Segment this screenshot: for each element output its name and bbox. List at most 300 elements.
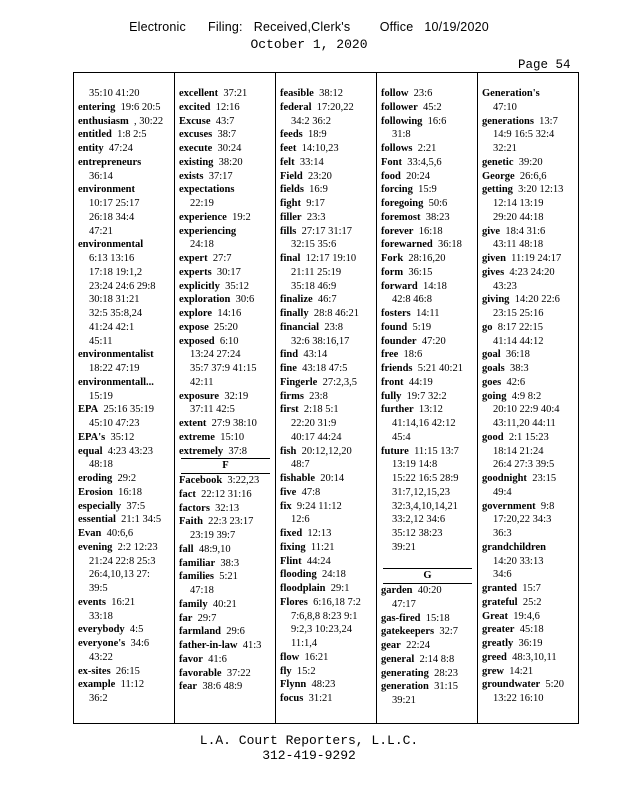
index-refs: 35:12 [110, 431, 135, 443]
index-refs: 38:12 [319, 88, 343, 99]
index-entry [78, 665, 171, 679]
index-refs-continued: 15:19 [89, 390, 113, 402]
index-refs-continued: 35:10 41:20 [89, 88, 140, 99]
index-refs: 2:18 5:1 [303, 404, 339, 416]
index-word: founder [381, 335, 417, 347]
index-entry [280, 678, 373, 692]
index-entry [482, 293, 576, 307]
index-word: friends [381, 363, 413, 374]
index-refs-continued: 48:7 [291, 459, 310, 471]
index-refs-continued: 40:17 44:24 [291, 431, 342, 443]
index-entry [280, 665, 373, 679]
index-refs: 22:12 31:16 [201, 488, 252, 500]
index-word: ex-sites [78, 665, 111, 677]
index-refs-continued: 47:18 [190, 585, 214, 596]
index-entry [280, 87, 373, 101]
index-refs: 46:7 [317, 294, 337, 306]
index-refs: 14:10,23 [301, 143, 339, 154]
section-letter: G [383, 568, 472, 584]
index-word: goals [482, 363, 505, 374]
index-refs-continued: 42:8 46:8 [392, 294, 432, 306]
index-word: finally [280, 308, 309, 319]
index-refs-continued: 15:22 16:5 28:9 [392, 473, 459, 484]
index-word: general [381, 653, 415, 665]
index-entry [78, 348, 171, 362]
index-refs-continued: 13:22 16:10 [493, 693, 544, 704]
index-word: follows [381, 143, 413, 154]
index-entry [482, 266, 576, 280]
index-entry [482, 170, 576, 184]
index-word: exists [179, 170, 204, 182]
index-refs: 11:12 [120, 679, 145, 691]
index-entry [381, 170, 474, 184]
index-refs-continued: 39:5 [89, 583, 108, 594]
index-refs-continued: 32:21 [493, 143, 517, 154]
index-entry [280, 403, 373, 417]
index-refs: 38:20 [218, 156, 243, 168]
index-entry [280, 293, 373, 307]
index-word: grateful [482, 596, 518, 608]
index-refs-continued: 11:1,4 [291, 638, 318, 649]
index-refs: 4:23 43:23 [107, 445, 153, 457]
index-word: expectations [179, 184, 235, 196]
index-entry [381, 403, 474, 417]
filing-header: Electronic Filing: Received,Clerk's Office 10/19/2020 [129, 20, 489, 34]
index-word: fixing [280, 541, 306, 553]
index-word: forcing [381, 184, 413, 196]
index-word: grandchildren [482, 541, 546, 553]
index-entry [280, 142, 373, 156]
index-refs: 16:6 [427, 115, 447, 127]
index-entry [280, 252, 373, 266]
index-refs-continued: 43:11 48:18 [493, 239, 544, 251]
index-refs: 18:9 [308, 129, 327, 141]
index-refs: 41:3 [242, 640, 262, 651]
index-entry [179, 211, 272, 225]
index-word: EPA's [78, 431, 106, 443]
index-refs: 47:24 [108, 143, 133, 154]
index-refs: 20:24 [406, 170, 431, 182]
index-word: giving [482, 294, 510, 306]
index-word: excited [179, 101, 211, 113]
column-divider [376, 73, 377, 723]
index-word: gives [482, 266, 505, 278]
index-entry [179, 170, 272, 184]
index-word: gas-fired [381, 612, 421, 624]
index-refs: 2:2 12:23 [117, 541, 158, 553]
index-word: environmentall... [78, 376, 154, 388]
index-word: fosters [381, 308, 411, 319]
index-refs: 16:18 [118, 486, 142, 498]
index-entry [482, 541, 576, 555]
index-entry [381, 307, 474, 321]
index-refs-continued: 42:11 [190, 376, 214, 388]
index-refs: 34:6 [130, 638, 150, 649]
index-refs: 3:20 12:13 [518, 184, 564, 196]
index-word: foregoing [381, 198, 424, 209]
index-refs: 14:11 [416, 308, 440, 319]
index-entry [381, 625, 474, 639]
index-entry [482, 348, 576, 362]
index-entry [381, 87, 474, 101]
index-refs: 29:1 [330, 583, 350, 594]
index-entry [179, 321, 272, 335]
index-refs-continued: 49:4 [493, 486, 512, 498]
index-entry [280, 128, 373, 142]
index-entry [280, 376, 373, 390]
index-entry [179, 502, 272, 516]
index-refs-continued: 23:19 39:7 [190, 530, 236, 541]
index-word: father-in-law [179, 640, 238, 651]
index-word: entitled [78, 129, 112, 141]
index-entry [179, 390, 272, 404]
index-entry [179, 680, 272, 694]
index-refs-continued: 21:11 25:19 [291, 266, 342, 278]
index-entry [280, 156, 373, 170]
index-entry [381, 390, 474, 404]
index-entry [179, 87, 272, 101]
index-entry [78, 527, 171, 541]
index-entry [78, 472, 171, 486]
index-word: front [381, 376, 404, 388]
index-refs-continued: 13:19 14:8 [392, 459, 438, 471]
index-word: Great [482, 610, 509, 622]
index-refs-continued: 34:6 [493, 569, 512, 581]
index-refs: 23:6 [413, 88, 433, 99]
index-entry [179, 101, 272, 115]
index-word: extreme [179, 431, 215, 443]
index-refs: 28:16,20 [408, 253, 446, 264]
index-word: further [381, 404, 414, 416]
index-entry [280, 321, 373, 335]
index-word: eroding [78, 473, 113, 484]
index-word: fishable [280, 473, 316, 484]
index-entry [78, 376, 171, 390]
index-refs: 26:6,6 [519, 170, 547, 182]
index-refs-continued: 41:14 44:12 [493, 335, 544, 347]
index-word: fix [280, 500, 292, 512]
index-refs: 27:17 31:17 [301, 225, 353, 237]
index-refs: 22:24 [406, 640, 430, 651]
index-refs: 47:8 [301, 486, 321, 498]
index-refs-continued: 35:18 46:9 [291, 280, 337, 292]
index-entry [78, 115, 171, 129]
index-refs: 16:21 [304, 651, 329, 663]
index-entry [179, 417, 272, 431]
index-column [78, 87, 171, 723]
index-refs: 12:17 19:10 [305, 253, 357, 264]
index-entry [482, 431, 576, 445]
index-refs: 23:8 [309, 390, 328, 402]
index-refs: 16:18 [418, 225, 443, 237]
index-refs-continued: 32:5 35:8,24 [89, 308, 143, 319]
index-entry [179, 335, 272, 349]
index-refs: 36:19 [518, 638, 543, 649]
index-word: exploration [179, 294, 231, 306]
index-entry [78, 183, 171, 197]
index-refs: 35:12 [225, 280, 249, 292]
index-word: Fork [381, 253, 404, 264]
index-entry [78, 403, 171, 417]
index-entry [482, 637, 576, 651]
index-refs: 30:6 [235, 294, 255, 306]
index-word: federal [280, 101, 312, 113]
index-word: experiencing [179, 225, 237, 237]
index-entry [179, 225, 272, 239]
index-word: feasible [280, 88, 314, 99]
index-entry [381, 667, 474, 681]
index-word: family [179, 598, 208, 610]
index-entry [280, 486, 373, 500]
index-refs: 42:6 [506, 376, 526, 388]
index-entry [179, 515, 272, 529]
index-entry [381, 584, 474, 598]
index-entry [179, 639, 272, 653]
index-word: genetic [482, 156, 514, 168]
index-entry [179, 280, 272, 294]
index-refs: 12:16 [215, 101, 240, 113]
index-word: government [482, 500, 536, 512]
index-refs: 32:13 [215, 502, 240, 514]
index-refs-continued: 45:10 47:23 [89, 418, 140, 429]
index-word: entity [78, 143, 104, 154]
index-entry [381, 115, 474, 129]
index-refs-continued: 32:3,4,10,14,21 [392, 500, 458, 512]
index-refs-continued: 30:18 31:21 [89, 294, 140, 306]
index-word: given [482, 253, 506, 264]
index-refs: 11:19 24:17 [511, 253, 562, 264]
index-entry [179, 115, 272, 129]
index-word: forward [381, 280, 418, 292]
index-word: experience [179, 211, 227, 223]
index-word: fine [280, 363, 297, 374]
index-entry [280, 211, 373, 225]
index-refs: 37:8 [228, 445, 248, 457]
index-word: follow [381, 88, 409, 99]
index-refs-continued: 31:7,12,15,23 [392, 486, 451, 498]
index-refs: 38:7 [217, 129, 237, 141]
index-word: environmental [78, 239, 144, 251]
index-refs: 32:7 [439, 626, 458, 638]
index-word: grew [482, 665, 504, 677]
reporter-name: L.A. Court Reporters, L.L.C. [199, 733, 419, 748]
index-refs-continued: 36:2 [89, 693, 108, 704]
index-refs: 11:15 13:7 [414, 445, 459, 457]
index-entry [482, 87, 576, 101]
index-word: favor [179, 653, 203, 665]
index-refs: 50:6 [428, 198, 448, 209]
index-entry [280, 472, 373, 486]
index-entry [280, 348, 373, 362]
index-entry [482, 651, 576, 665]
index-entry [280, 197, 373, 211]
index-word: execute [179, 143, 213, 154]
index-refs-continued: 14:9 16:5 32:4 [493, 129, 555, 141]
index-entry [381, 639, 474, 653]
index-word: foremost [381, 211, 421, 223]
index-word: Flynn [280, 679, 307, 691]
index-refs-continued: 14:20 33:13 [493, 555, 544, 567]
index-refs: 25:2 [522, 596, 542, 608]
index-refs-continued: 32:6 38:16,17 [291, 335, 350, 347]
index-refs: 38:23 [425, 211, 450, 223]
index-entry [179, 570, 272, 584]
filing-date: October 1, 2020 [250, 37, 368, 52]
index-entry [179, 667, 272, 681]
index-table [73, 72, 579, 724]
index-word: fixed [280, 528, 303, 539]
index-word: follower [381, 101, 418, 113]
index-word: feet [280, 143, 297, 154]
index-entry [280, 541, 373, 555]
index-word: groundwater [482, 679, 541, 691]
index-refs-continued: 33:2,12 34:6 [392, 514, 446, 526]
index-refs-continued: 47:17 [392, 598, 416, 610]
index-refs-continued: 32:15 35:6 [291, 239, 337, 251]
index-word: fear [179, 681, 198, 693]
index-word: favorable [179, 667, 222, 679]
index-word: fills [280, 225, 297, 237]
index-refs: 40:6,6 [106, 528, 134, 539]
index-word: farmland [179, 626, 221, 638]
index-word: Font [381, 156, 402, 168]
index-entry [482, 665, 576, 679]
index-refs: 15:9 [418, 184, 437, 196]
index-entry [381, 197, 474, 211]
index-word: extremely [179, 445, 224, 457]
index-entry [280, 225, 373, 239]
index-word: Faith [179, 516, 203, 528]
index-entry [381, 280, 474, 294]
index-refs: 8:17 22:15 [497, 321, 543, 333]
index-refs: 12:13 [307, 528, 332, 539]
index-word: fly [280, 665, 292, 677]
index-refs: 14:16 [217, 308, 242, 319]
index-word: form [381, 266, 404, 278]
index-refs: 2:21 [417, 143, 437, 154]
index-refs: 4:5 [129, 624, 144, 636]
index-word: entrepreneurs [78, 156, 142, 168]
index-refs: 19:4,6 [513, 610, 540, 622]
index-refs: 5:21 [219, 571, 238, 583]
index-refs: 9:17 [306, 198, 325, 209]
index-word: events [78, 596, 106, 608]
index-word: expert [179, 253, 208, 264]
index-refs-continued: 43:22 [89, 651, 113, 663]
index-word: example [78, 679, 116, 691]
index-entry [280, 692, 373, 706]
index-word: environmentalist [78, 349, 154, 361]
index-entry [381, 183, 474, 197]
index-refs: 16:9 [309, 184, 328, 196]
index-refs-continued: 9:2,3 10:23,24 [291, 624, 352, 636]
index-refs-continued: 43:23 [493, 280, 517, 292]
index-entry [482, 472, 576, 486]
index-refs-continued: 33:18 [89, 610, 113, 622]
index-word: find [280, 349, 299, 361]
index-refs-continued: 47:21 [89, 225, 113, 237]
index-word: fields [280, 184, 304, 196]
index-word: explicitly [179, 280, 220, 292]
index-word: far [179, 612, 193, 624]
index-refs: 30:24 [217, 143, 242, 154]
index-word: EPA [78, 404, 99, 416]
index-refs: 24:18 [322, 569, 346, 581]
index-entry [381, 680, 474, 694]
index-refs: 48:23 [311, 679, 336, 691]
index-word: excellent [179, 88, 219, 99]
index-refs: 15:2 [296, 665, 316, 677]
index-refs: 44:19 [408, 376, 433, 388]
index-word: granted [482, 583, 517, 594]
index-refs-continued: 39:21 [392, 541, 416, 553]
index-refs: 37:17 [208, 170, 233, 182]
index-refs: 2:1 15:23 [508, 431, 549, 443]
index-word: garden [381, 585, 413, 596]
index-word: Evan [78, 528, 102, 539]
index-refs-continued: 45:4 [392, 431, 411, 443]
index-entry [381, 321, 474, 335]
index-refs-continued: 39:21 [392, 695, 416, 706]
index-refs-continued: 43:11,20 44:11 [493, 418, 556, 429]
index-entry [179, 557, 272, 571]
index-refs-continued: 10:17 25:17 [89, 198, 140, 209]
index-word: free [381, 349, 399, 361]
index-entry [78, 513, 171, 527]
index-word: generation [381, 681, 429, 693]
index-entry [179, 625, 272, 639]
index-word: Excuse [179, 115, 211, 127]
index-refs-continued: 26:4,10,13 27: [89, 569, 150, 581]
index-entry [179, 543, 272, 557]
index-word: fight [280, 198, 301, 209]
index-refs-continued: 12:14 13:19 [493, 198, 544, 209]
index-entry [381, 142, 474, 156]
index-refs: 36:18 [505, 349, 530, 361]
index-entry [482, 376, 576, 390]
index-entry [280, 183, 373, 197]
index-column [482, 87, 576, 723]
index-refs: 43:14 [303, 349, 328, 361]
index-word: feeds [280, 129, 303, 141]
index-entry [381, 211, 474, 225]
index-word: five [280, 486, 297, 498]
index-refs: , 30:22 [134, 115, 164, 127]
index-refs: 38:3 [510, 363, 529, 374]
index-refs: 5:20 [545, 679, 565, 691]
index-word: explore [179, 308, 213, 319]
index-refs: 38:3 [220, 557, 240, 569]
index-entry [482, 596, 576, 610]
index-entry [280, 445, 373, 459]
index-refs-continued: 6:13 13:16 [89, 253, 135, 264]
index-refs: 20:12,12,20 [301, 445, 352, 457]
index-word: especially [78, 500, 122, 512]
index-word: Fingerle [280, 376, 318, 388]
index-refs: 40:21 [212, 598, 237, 610]
index-entry [381, 156, 474, 170]
index-word: gatekeepers [381, 626, 435, 638]
index-word: George [482, 170, 515, 182]
index-word: forewarned [381, 239, 433, 251]
index-refs-continued: 18:14 21:24 [493, 445, 544, 457]
index-entry [381, 348, 474, 362]
index-entry [381, 653, 474, 667]
index-refs: 15:18 [425, 612, 450, 624]
index-refs: 28:23 [434, 667, 458, 679]
index-word: goodnight [482, 473, 527, 484]
index-refs: 28:8 46:21 [313, 308, 360, 319]
